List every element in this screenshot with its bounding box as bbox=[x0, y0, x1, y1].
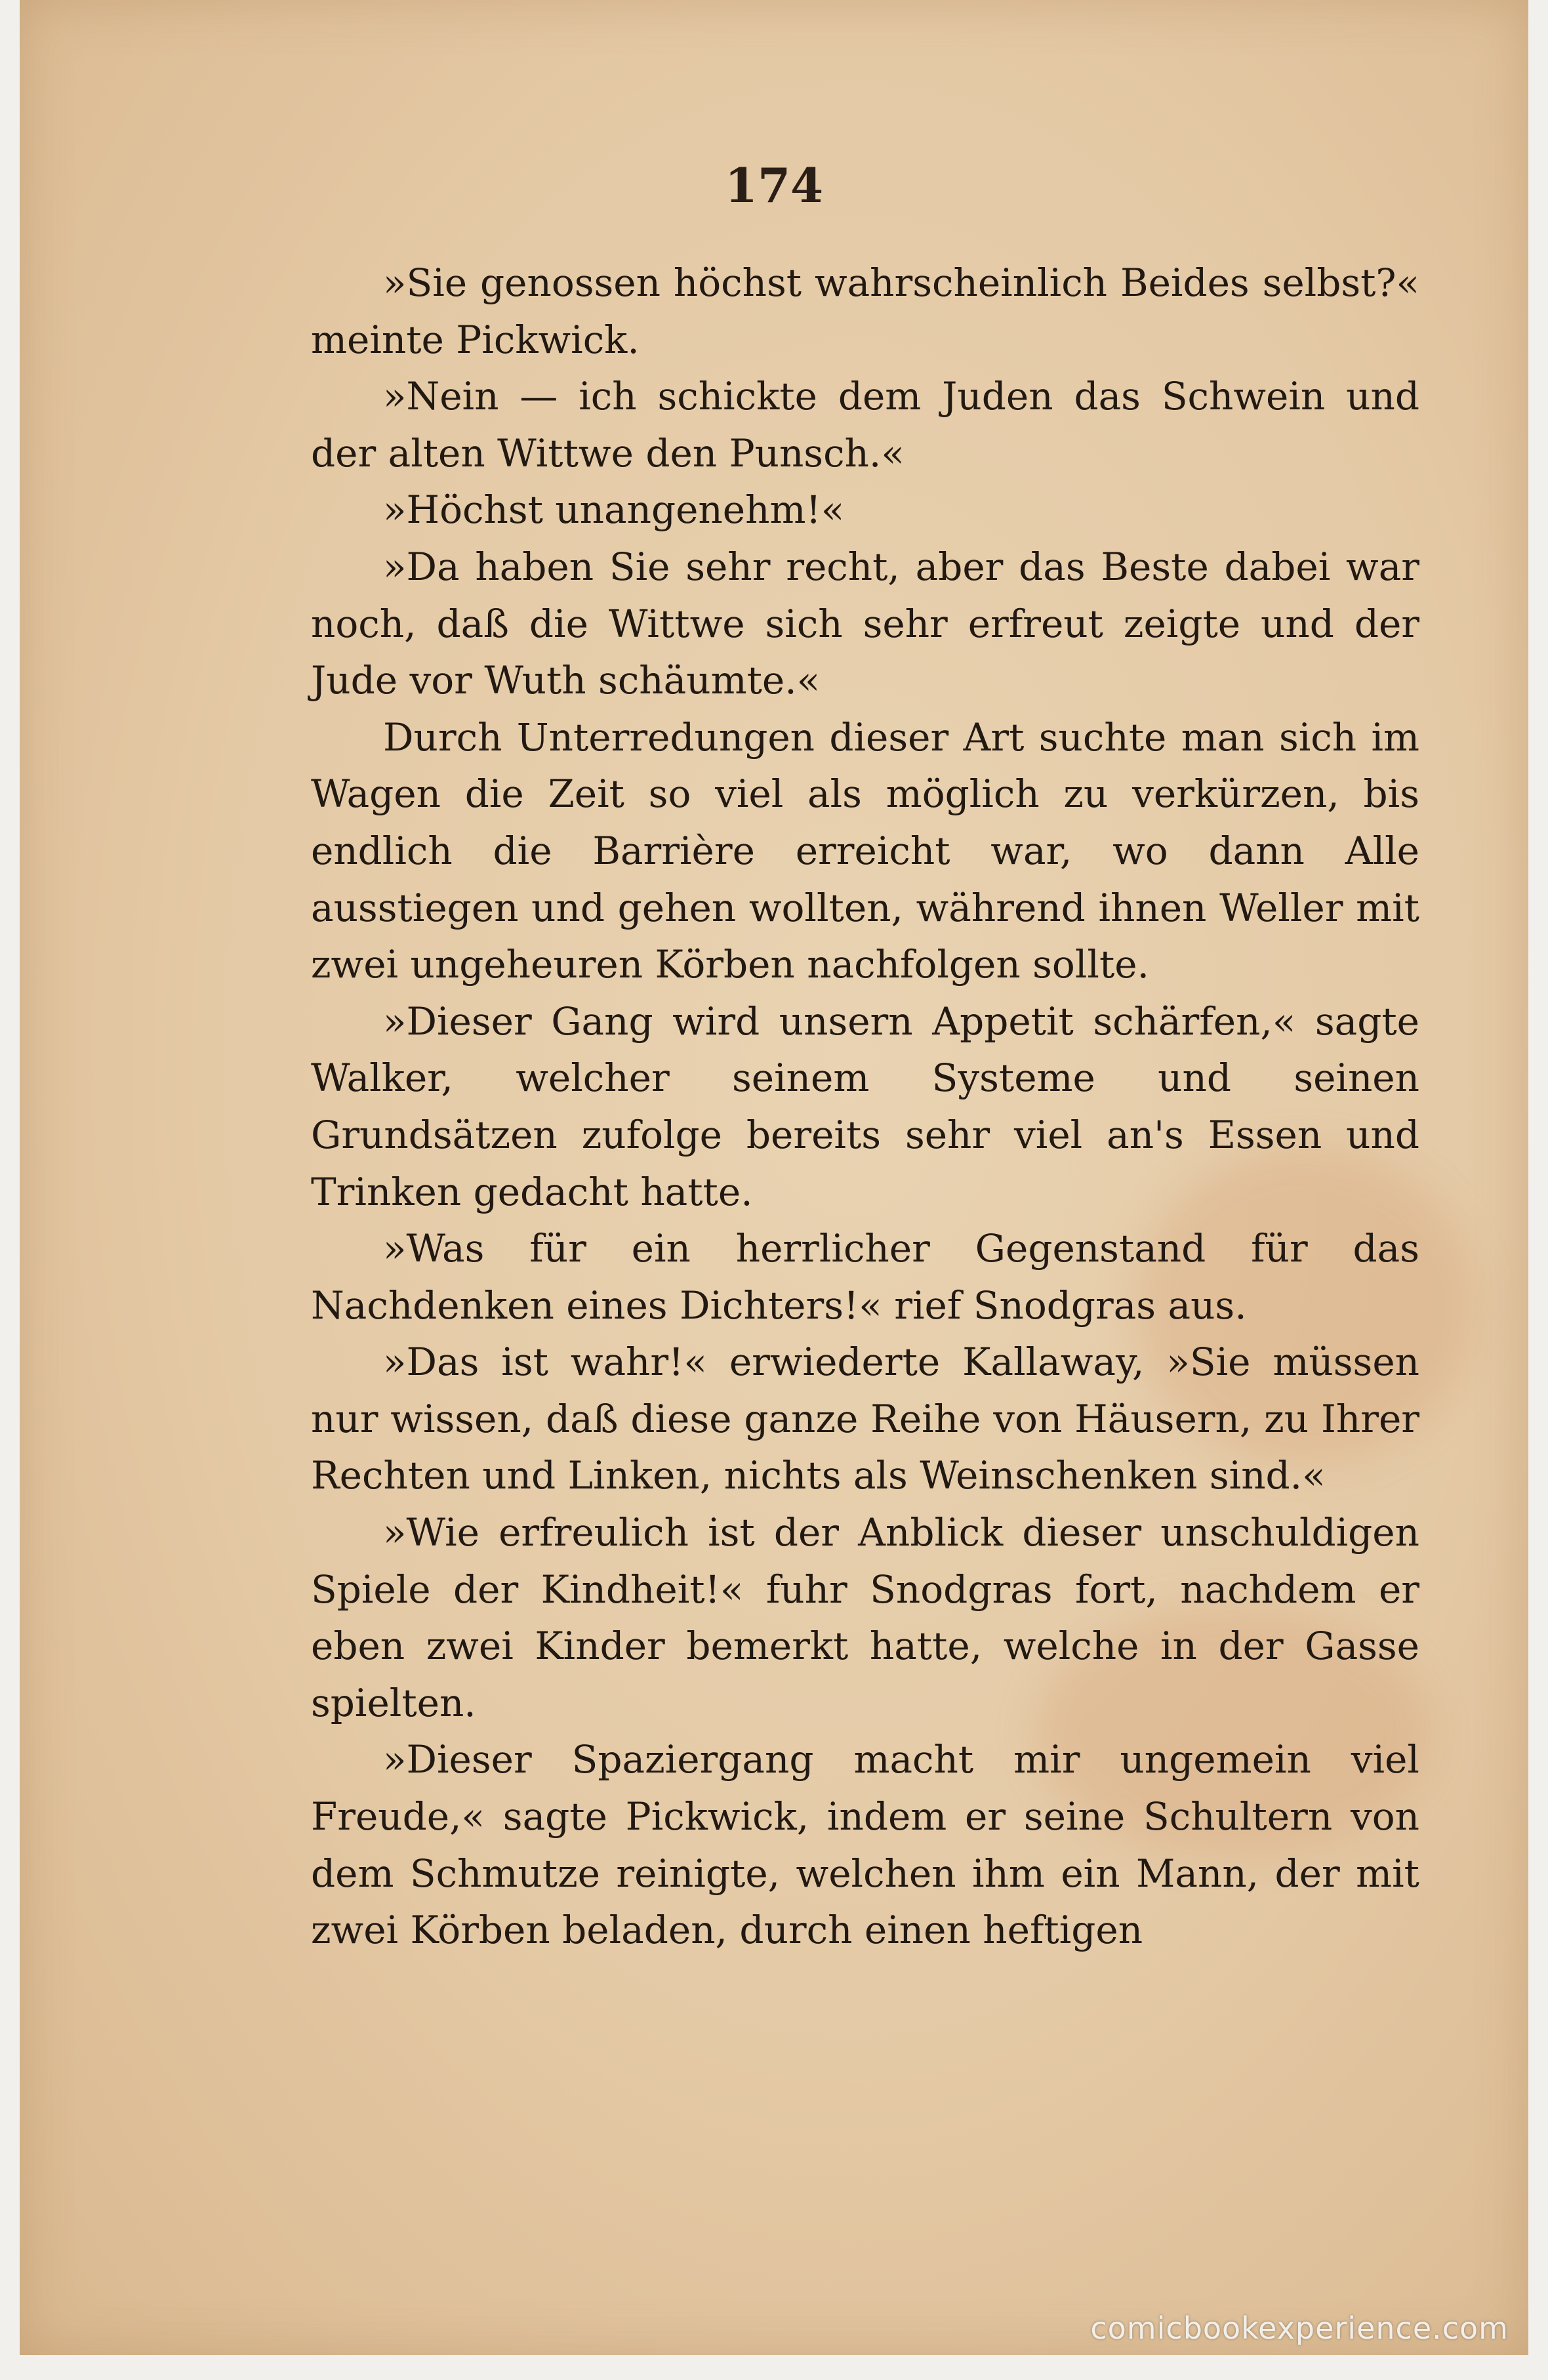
paragraph: »Dieser Spaziergang macht mir ungemein viel Freude,« sagte Pickwick, indem er seine Schultern von dem Schmutze reinigte, welchen ihm ein Mann, der mit zwei Körben beladen, durch einen heftigen bbox=[311, 1737, 1419, 1953]
paragraph: »Höchst unangenehm!« bbox=[383, 487, 845, 533]
body-text bbox=[311, 255, 1419, 1959]
paragraph: »Dieser Gang wird unsern Appetit schärfen,« sagte Walker, welcher seinem Systeme und seinen Grundsätzen zufolge bereits sehr viel an's Essen und Trinken gedacht hatte. bbox=[311, 998, 1419, 1214]
book-page bbox=[20, 0, 1528, 2355]
paragraph: »Das ist wahr!« erwiederte Kallaway, »Sie müssen nur wissen, daß diese ganze Reihe von Häusern, zu Ihrer Rechten und Linken, nichts als Weinschenken sind.« bbox=[311, 1340, 1419, 1498]
paragraph: »Da haben Sie sehr recht, aber das Beste dabei war noch, daß die Wittwe sich sehr erfreut zeigte und der Jude vor Wuth schäumte.« bbox=[311, 544, 1419, 703]
page-number: 174 bbox=[724, 157, 824, 213]
paragraph: »Nein — ich schickte dem Juden das Schwein und der alten Wittwe den Punsch.« bbox=[311, 374, 1419, 476]
paragraph: »Was für ein herrlicher Gegenstand für das Nachdenken eines Dichters!« rief Snodgras aus. bbox=[311, 1226, 1419, 1328]
paragraph: Durch Unterredungen dieser Art suchte man sich im Wagen die Zeit so viel als möglich zu verkürzen, bis endlich die Barrière erreicht war, wo dann Alle ausstiegen und gehen wollten, während ihnen Weller mit zwei ungeheuren Körben nachfolgen sollte. bbox=[311, 714, 1419, 987]
paragraph: »Wie erfreulich ist der Anblick dieser unschuldigen Spiele der Kindheit!« fuhr Snodgras fort, nachdem er eben zwei Kinder bemerkt hatte, welche in der Gasse spielten. bbox=[311, 1510, 1419, 1725]
watermark: comicbookexperience.com bbox=[1090, 2310, 1509, 2346]
paragraph: »Sie genossen höchst wahrscheinlich Beides selbst?« meinte Pickwick. bbox=[311, 260, 1419, 362]
